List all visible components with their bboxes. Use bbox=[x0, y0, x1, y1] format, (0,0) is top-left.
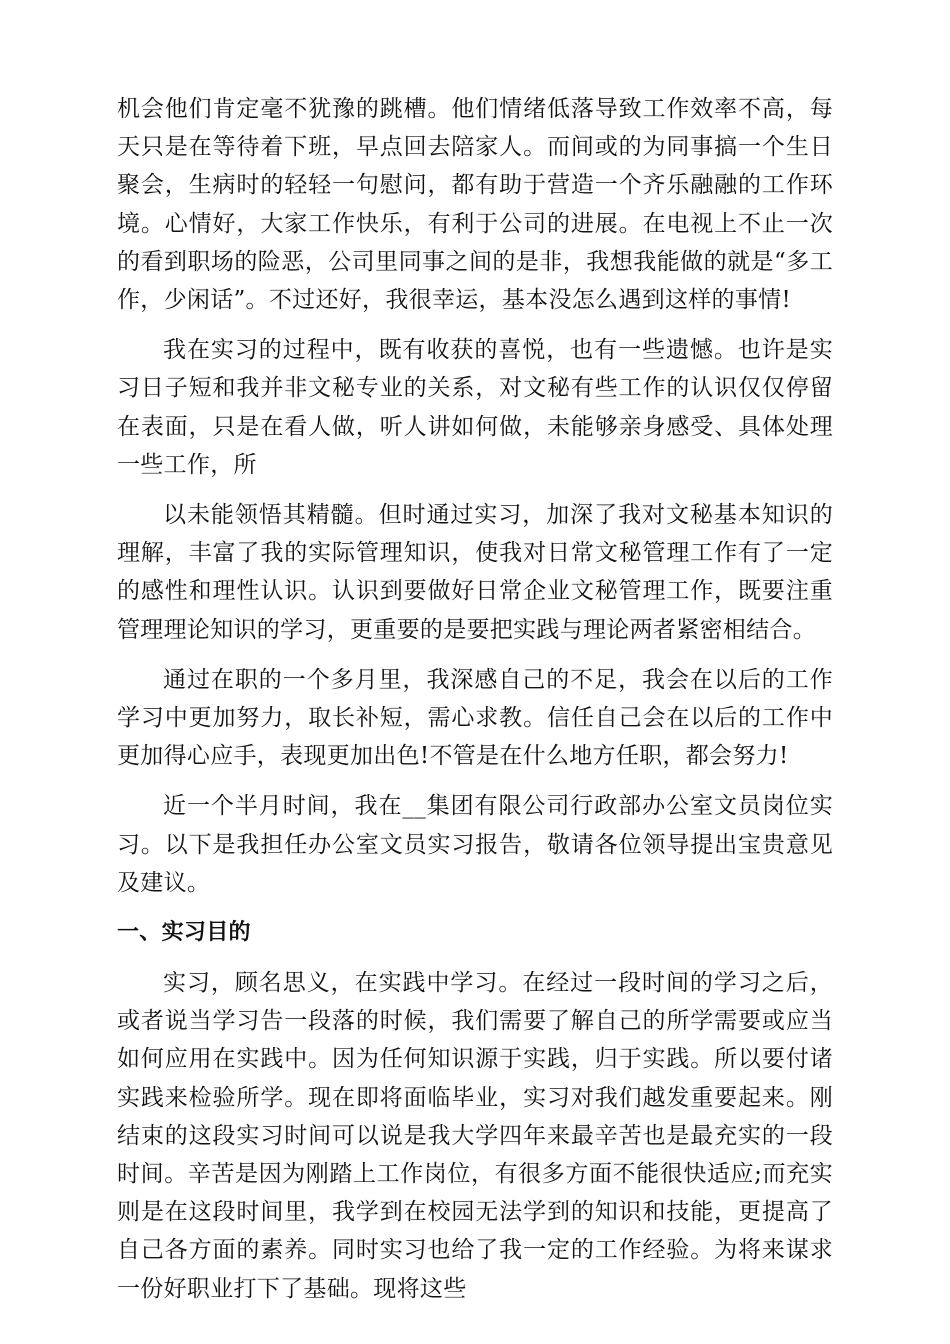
paragraph-understanding: 以未能领悟其精髓。但时通过实习，加深了我对文秘基本知识的理解，丰富了我的实际管理知识，使我对日常文秘管理工作有了一定的感性和理性认识。认识到要做好日常企业文秘管理工作，既要注重管理理论知识的学习，更重要的是要把实践与理论两者紧密相结合。 bbox=[117, 502, 833, 643]
paragraph-effort: 通过在职的一个多月里，我深感自己的不足，我会在以后的工作学习中更加努力，取长补短，需心求教。信任自己会在以后的工作中更加得心应手，表现更加出色!不管是在什么地方任职，都会努力! bbox=[117, 666, 833, 770]
document-body bbox=[117, 90, 833, 1308]
paragraph-purpose: 实习，顾名思义，在实践中学习。在经过一段时间的学习之后，或者说当学习告一段落的时候，我们需要了解自己的所学需要或应当如何应用在实践中。因为任何知识源于实践，归于实践。所以要付诸实践来检验所学。现在即将面临毕业，实习对我们越发重要起来。刚结束的这段实习时间可以说是我大学四年来最辛苦也是最充实的一段时间。辛苦是因为刚踏上工作岗位，有很多方面不能很快适应;而充实则是在这段时间里，我学到在校园无法学到的知识和技能，更提高了自己各方面的素养。同时实习也给了我一定的工作经验。为将来谋求一份好职业打下了基础。现将这些 bbox=[117, 970, 833, 1302]
paragraph-regrets: 我在实习的过程中，既有收获的喜悦，也有一些遗憾。也许是实习日子短和我并非文秘专业的关系，对文秘有些工作的认识仅仅停留在表面，只是在看人做，听人讲如何做，未能够亲身感受、具体处理一些工作，所 bbox=[117, 337, 833, 478]
section-heading: 一、实习目的 bbox=[117, 920, 251, 946]
paragraph-continued: 机会他们肯定毫不犹豫的跳槽。他们情绪低落导致工作效率不高，每天只是在等待着下班，早点回去陪家人。而间或的为同事搞一个生日聚会，生病时的轻轻一句慰问，都有助于营造一个齐乐融融的工作环境。心情好，大家工作快乐，有利于公司的进展。在电视上不止一次的看到职场的险恶，公司里同事之间的是非，我想我能做的就是“多工作，少闲话”。不过还好，我很幸运，基本没怎么遇到这样的事情! bbox=[117, 96, 833, 314]
paragraph-intro: 近一个半月时间，我在__集团有限公司行政部办公室文员岗位实习。以下是我担任办公室文员实习报告，敬请各位领导提出宝贵意见及建议。 bbox=[117, 793, 833, 896]
